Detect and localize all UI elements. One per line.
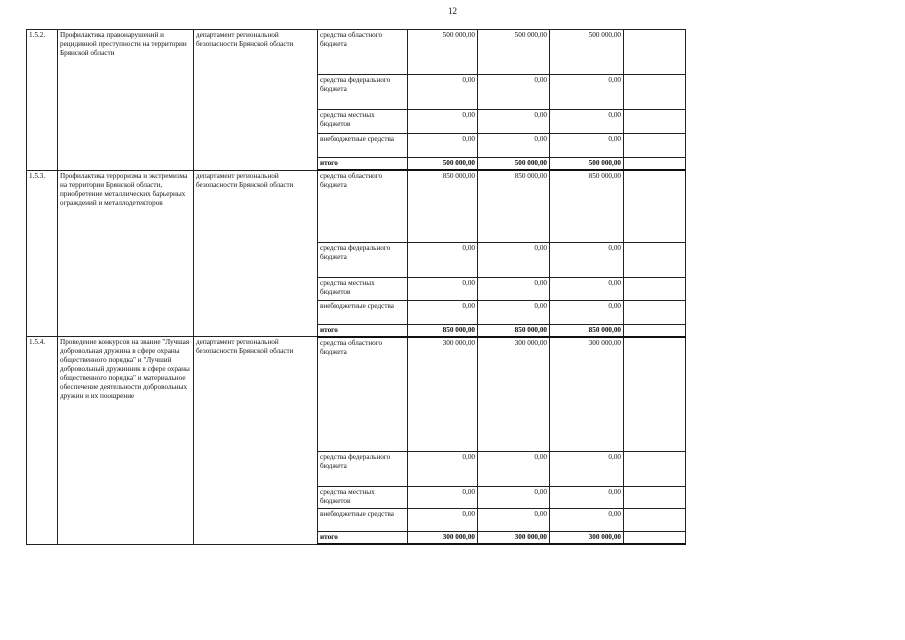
responsible-department: департамент региональной безопасности Брянской области [194,30,318,171]
funding-source: средства федерального бюджета [318,452,408,487]
amount-year-3: 0,00 [550,452,624,487]
amount-year-1: 0,00 [408,242,478,277]
page-number: 12 [448,6,457,16]
responsible-department: департамент региональной безопасности Брянской области [194,170,318,337]
funding-source: внебюджетные средства [318,300,408,324]
empty-cell [624,170,686,242]
amount-year-1: 850 000,00 [408,170,478,242]
amount-year-3: 300 000,00 [550,337,624,452]
amount-year-2: 0,00 [478,134,550,158]
amount-year-3: 0,00 [550,75,624,110]
amount-year-3: 500 000,00 [550,30,624,75]
empty-cell [624,452,686,487]
funding-source-total: итого [318,532,408,545]
empty-cell [624,337,686,452]
amount-year-1: 0,00 [408,75,478,110]
amount-year-2: 0,00 [478,110,550,134]
amount-year-3: 0,00 [550,277,624,300]
amount-year-1: 500 000,00 [408,30,478,75]
total-year-2: 850 000,00 [478,324,550,337]
empty-cell [624,110,686,134]
empty-cell [624,134,686,158]
funding-source: средства областного бюджета [318,170,408,242]
empty-cell [624,75,686,110]
activity-name: Профилактика терроризма и экстремизма на территории Брянской области, приобретение металлических барьерных ограждений и металлодетекторов [58,170,194,337]
amount-year-2: 500 000,00 [478,30,550,75]
funding-source: средства областного бюджета [318,337,408,452]
total-year-3: 850 000,00 [550,324,624,337]
amount-year-1: 0,00 [408,277,478,300]
empty-cell [624,277,686,300]
amount-year-3: 0,00 [550,509,624,532]
amount-year-1: 0,00 [408,487,478,509]
amount-year-2: 0,00 [478,242,550,277]
total-year-2: 300 000,00 [478,532,550,545]
amount-year-1: 0,00 [408,300,478,324]
funding-source: средства федерального бюджета [318,75,408,110]
amount-year-1: 0,00 [408,110,478,134]
empty-cell [624,300,686,324]
activity-name: Профилактика правонарушений и рецидивной преступности на территории Брянской области [58,30,194,171]
amount-year-1: 300 000,00 [408,337,478,452]
total-year-3: 300 000,00 [550,532,624,545]
amount-year-1: 0,00 [408,509,478,532]
amount-year-2: 0,00 [478,300,550,324]
amount-year-2: 0,00 [478,75,550,110]
amount-year-2: 300 000,00 [478,337,550,452]
row-code: 1.5.3. [27,170,58,337]
funding-source: средства местных бюджетов [318,110,408,134]
amount-year-3: 0,00 [550,300,624,324]
total-year-3: 500 000,00 [550,158,624,171]
empty-cell [624,324,686,337]
empty-cell [624,509,686,532]
amount-year-1: 0,00 [408,452,478,487]
budget-table [26,29,686,545]
empty-cell [624,30,686,75]
funding-source: внебюджетные средства [318,134,408,158]
funding-source: внебюджетные средства [318,509,408,532]
amount-year-2: 0,00 [478,452,550,487]
total-year-1: 850 000,00 [408,324,478,337]
funding-source: средства федерального бюджета [318,242,408,277]
total-year-1: 300 000,00 [408,532,478,545]
amount-year-3: 0,00 [550,487,624,509]
amount-year-2: 0,00 [478,277,550,300]
amount-year-3: 0,00 [550,242,624,277]
amount-year-2: 0,00 [478,509,550,532]
total-year-2: 500 000,00 [478,158,550,171]
empty-cell [624,242,686,277]
row-code: 1.5.2. [27,30,58,171]
amount-year-3: 0,00 [550,110,624,134]
amount-year-1: 0,00 [408,134,478,158]
empty-cell [624,487,686,509]
total-year-1: 500 000,00 [408,158,478,171]
funding-source-total: итого [318,158,408,171]
funding-source-total: итого [318,324,408,337]
empty-cell [624,532,686,545]
funding-source: средства местных бюджетов [318,487,408,509]
amount-year-3: 850 000,00 [550,170,624,242]
amount-year-3: 0,00 [550,134,624,158]
amount-year-2: 0,00 [478,487,550,509]
funding-source: средства местных бюджетов [318,277,408,300]
row-code: 1.5.4. [27,337,58,545]
amount-year-2: 850 000,00 [478,170,550,242]
empty-cell [624,158,686,171]
activity-name: Проведение конкурсов на звание "Лучшая добровольная дружина в сфере охраны общественного порядка" и "Лучший добровольный дружинник в сфере охраны общественного порядка" и материальное обеспечение деятельности добровольных дружин и их поощрение [58,337,194,545]
responsible-department: департамент региональной безопасности Брянской области [194,337,318,545]
funding-source: средства областного бюджета [318,30,408,75]
